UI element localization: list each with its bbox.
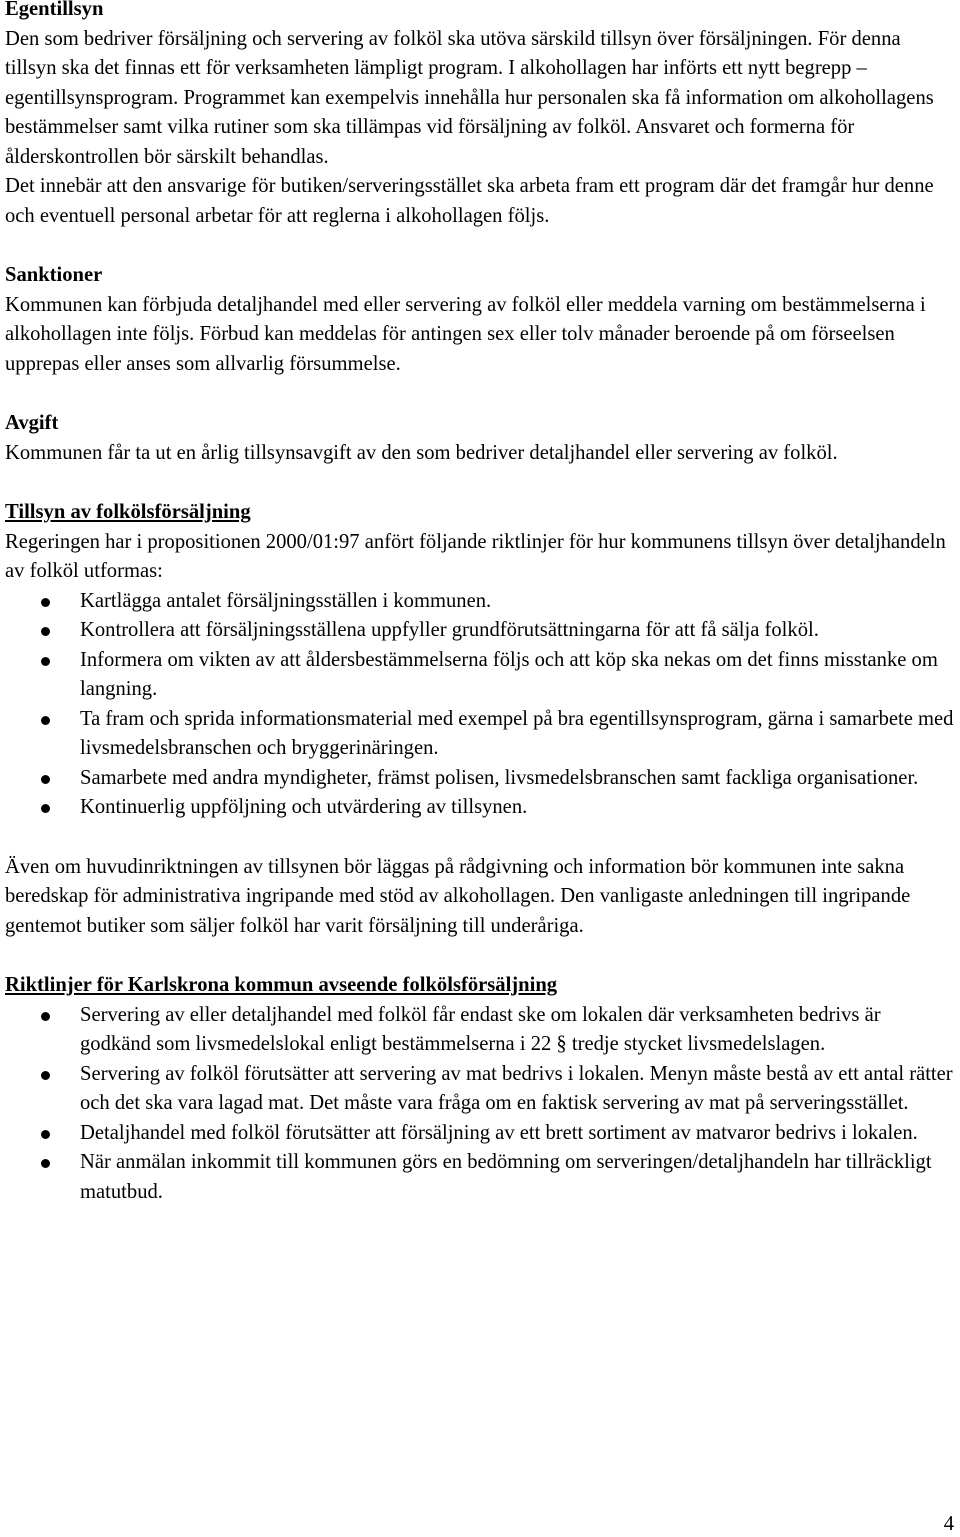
paragraph-avgift: Kommunen får ta ut en årlig tillsynsavgift av den som bedriver detaljhandel eller servering av folköl. — [5, 441, 838, 464]
bullet-icon — [41, 1130, 50, 1139]
list-item — [5, 1001, 955, 1060]
paragraph-tillsyn-intro: Regeringen har i propositionen 2000/01:97 anfört följande riktlinjer för hur kommunens tillsyn över detaljhandeln av folköl utformas: — [5, 530, 946, 582]
paragraph-tillsyn-closing: Även om huvudinriktningen av tillsynen bör läggas på rådgivning och information bör kommunen inte sakna beredskap för administrativa ingripande med stöd av alkohollagen. Den vanligaste anledningen till ingripande gentemot butiker som säljer folköl har varit försäljning till underåriga. — [5, 855, 911, 937]
list-item — [5, 616, 955, 646]
list-item — [5, 646, 955, 705]
tillsyn-bullet-list — [5, 587, 955, 823]
paragraph-sanktioner: Kommunen kan förbjuda detaljhandel med eller servering av folköl eller meddela varning om bestämmelserna i alkohollagen inte följs. Förbud kan meddelas för antingen sex eller tolv månader beroende på om förseelsen upprepas eller anses som allvarlig försummelse. — [5, 293, 926, 375]
section-heading-riktlinjer: Riktlinjer för Karlskrona kommun avseende folkölsförsäljning — [5, 974, 558, 996]
list-item-text: Servering av folköl förutsätter att servering av mat bedrivs i lokalen. Menyn måste bestå av ett antal rätter och det ska vara lagad mat. Det måste vara fråga om en faktisk servering av mat på serveringsstället. — [80, 1062, 953, 1114]
bullet-icon — [41, 627, 50, 636]
section-heading-tillsyn: Tillsyn av folkölsförsäljning — [5, 501, 251, 523]
section-avgift — [5, 409, 955, 468]
list-item — [5, 793, 955, 823]
section-heading-egentillsyn: Egentillsyn — [5, 0, 104, 20]
section-riktlinjer — [5, 971, 955, 1207]
list-item — [5, 1060, 955, 1119]
list-item — [5, 587, 955, 617]
list-item — [5, 1148, 955, 1207]
bullet-icon — [41, 716, 50, 725]
bullet-icon — [41, 598, 50, 607]
page-number: 4 — [943, 1513, 954, 1535]
bullet-icon — [41, 775, 50, 784]
list-item-text: Servering av eller detaljhandel med folköl får endast ske om lokalen där verksamheten bedrivs är godkänd som livsmedelslokal enligt bestämmelserna i 22 § tredje stycket livsmedelslagen. — [80, 1003, 881, 1055]
list-item-text: Kontrollera att försäljningsställena uppfyller grundförutsättningarna för att få sälja folköl. — [80, 619, 819, 641]
section-egentillsyn — [5, 0, 955, 231]
paragraph-egentillsyn-2: Det innebär att den ansvarige för butiken/serveringsstället ska arbeta fram ett program där det framgår hur denne och eventuell personal arbetar för att reglerna i alkohollagen följs. — [5, 175, 934, 227]
paragraph-egentillsyn-1: Den som bedriver försäljning och servering av folköl ska utöva särskild tillsyn över försäljningen. För denna tillsyn ska det finnas ett för verksamheten lämpligt program. I alkohollagen har införts ett nytt begrepp – egentillsynsprogram. Programmet kan exempelvis innehålla hur personalen ska få information om alkohollagens bestämmelser samt vilka rutiner som ska tillämpas vid försäljning av folköl. Ansvaret och formerna för ålderskontrollen bör särskilt behandlas. — [5, 27, 934, 168]
list-item-text: Samarbete med andra myndigheter, främst polisen, livsmedelsbranschen samt fackliga organisationer. — [80, 766, 919, 789]
list-item — [5, 764, 955, 794]
list-item-text: När anmälan inkommit till kommunen görs en bedömning om serveringen/detaljhandeln har tillräckligt matutbud. — [80, 1151, 932, 1203]
document-page — [5, 0, 955, 1207]
riktlinjer-bullet-list — [5, 1001, 955, 1208]
list-item-text: Ta fram och sprida informationsmaterial med exempel på bra egentillsynsprogram, gärna i samarbete med livsmedelsbranschen och bryggerinäringen. — [80, 707, 954, 759]
bullet-icon — [41, 804, 50, 813]
list-item-text: Informera om vikten av att åldersbestämmelserna följs och att köp ska nekas om det finns misstanke om langning. — [80, 648, 938, 700]
section-heading-sanktioner: Sanktioner — [5, 264, 103, 286]
list-item-text: Kontinuerlig uppföljning och utvärdering av tillsynen. — [80, 796, 528, 818]
section-tillsyn — [5, 498, 955, 941]
bullet-icon — [41, 1071, 50, 1080]
list-item-text: Kartlägga antalet försäljningsställen i kommunen. — [80, 589, 492, 612]
section-sanktioner — [5, 261, 955, 379]
section-heading-avgift: Avgift — [5, 412, 59, 434]
list-item — [5, 705, 955, 764]
list-item — [5, 1119, 955, 1149]
bullet-icon — [41, 1159, 50, 1168]
bullet-icon — [41, 1012, 50, 1021]
bullet-icon — [41, 657, 50, 666]
list-item-text: Detaljhandel med folköl förutsätter att försäljning av ett brett sortiment av matvaror bedrivs i lokalen. — [80, 1121, 918, 1144]
